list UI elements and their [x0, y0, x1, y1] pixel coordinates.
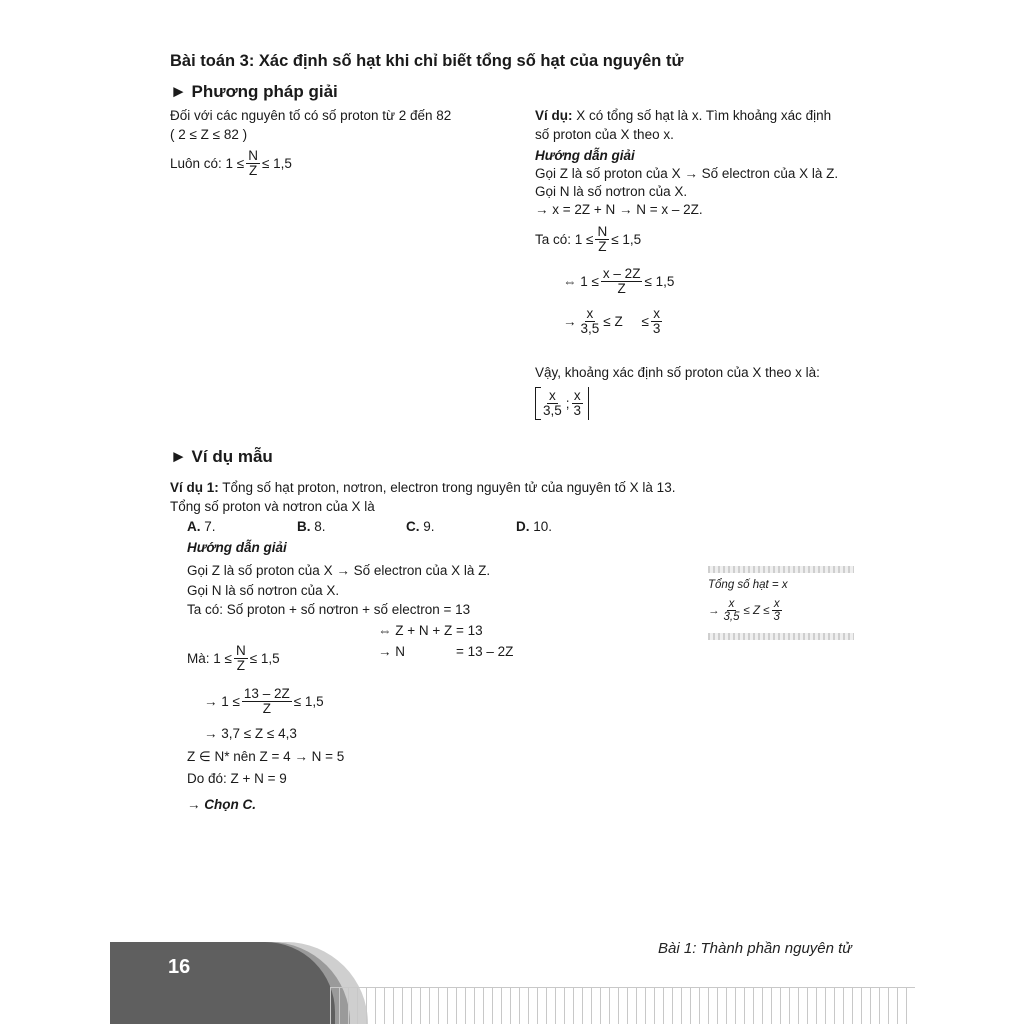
example-taco: [535, 225, 641, 254]
example-step-2: Gọi N là số nơtron của X.: [535, 184, 688, 199]
sample-answer: → Chọn C.: [187, 797, 256, 812]
s6-den: Z: [262, 701, 271, 716]
ma-suffix: ≤ 1,5: [249, 651, 280, 666]
interval-den-2: 3: [573, 403, 582, 418]
option-c-letter: C.: [406, 519, 420, 534]
page-number: 16: [168, 956, 191, 978]
sample-step-9: Do đó: Z + N = 9: [187, 771, 287, 786]
interval-den-1: 3,5: [543, 403, 562, 418]
sample-step-5b: = 13 – 2Z: [456, 644, 514, 659]
sidenote-fraction-2: [772, 598, 782, 623]
interval-bracket: [535, 387, 589, 420]
example-step-1: Gọi Z là số proton của X → Số electron của X là Z.: [535, 166, 839, 181]
s6-num: 13 – 2Z: [243, 686, 290, 701]
sidenote-den-2: 3: [773, 611, 780, 623]
taco-fraction: [595, 225, 609, 254]
interval-fraction-1: [541, 389, 564, 418]
ma-prefix: Mà: 1 ≤: [187, 651, 232, 666]
example-question-line-1: [535, 107, 831, 124]
sidenote-prefix: →: [708, 604, 720, 617]
interval-fraction-2: [572, 389, 584, 418]
sidenote-fraction-1: [722, 598, 742, 623]
option-b-letter: B.: [297, 519, 311, 534]
sample-guide-heading: Hướng dẫn giải: [187, 540, 287, 555]
option-d: [516, 518, 552, 535]
footer-shape-dark: [110, 942, 335, 1024]
example-text-1: X có tổng số hạt là x. Tìm khoảng xác định: [572, 108, 832, 123]
eq3-num-2: x: [653, 306, 660, 321]
sample-step-6: [204, 687, 324, 716]
sidenote-num-2: x: [773, 598, 780, 610]
method-inequality: [170, 149, 292, 178]
sample-question-line-1: [170, 479, 675, 496]
chapter-title: Bài 1: Thành phần nguyên tử: [658, 940, 852, 957]
sidenote-den-1: 3,5: [723, 611, 740, 623]
interval-num-1: x: [549, 388, 556, 403]
eq3-num-1: x: [586, 306, 594, 321]
method-line-1: Đối với các nguyên tố có số proton từ 2 đến 82: [170, 108, 452, 123]
eq3-fraction-2: [651, 307, 663, 336]
method-frac-den: Z: [248, 163, 258, 178]
example-text-2: số proton của X theo x.: [535, 127, 674, 142]
eq2-den: Z: [617, 281, 626, 296]
eq2-suffix: ≤ 1,5: [644, 274, 675, 289]
sample-step-8: Z ∈ N* nên Z = 4 → N = 5: [187, 749, 345, 764]
eq3-mid: ≤ Z ≤: [603, 314, 649, 329]
example-guide-heading: Hướng dẫn giải: [535, 148, 635, 163]
method-heading: ► Phương pháp giải: [170, 82, 338, 101]
interval-num-2: x: [573, 388, 581, 403]
sample-heading: ► Ví dụ mẫu: [170, 447, 273, 466]
example-step-3: → x = 2Z + N → N = x – 2Z.: [535, 202, 703, 217]
method-fraction: [246, 149, 260, 178]
sidenote-inequality: [708, 598, 784, 623]
sample-step-7: → 3,7 ≤ Z ≤ 4,3: [204, 726, 297, 741]
ma-den: Z: [236, 658, 245, 673]
taco-suffix: ≤ 1,5: [611, 232, 642, 247]
eq2-prefix: ⇔ 1 ≤: [563, 274, 599, 289]
sample-step-1: Gọi Z là số proton của X → Số electron của X là Z.: [187, 563, 491, 578]
ma-fraction: [234, 644, 248, 673]
method-frac-num: N: [248, 148, 258, 163]
option-a: [187, 518, 216, 535]
sidenote-bottom-border: [708, 633, 854, 640]
example-interval: [535, 387, 589, 420]
sidenote-top-border: [708, 566, 854, 573]
eq3-den-1: 3,5: [580, 321, 600, 336]
option-d-letter: D.: [516, 519, 530, 534]
s6-suffix: ≤ 1,5: [293, 694, 324, 709]
sample-question-text: Tổng số hạt proton, nơtron, electron trong nguyên tử của nguyên tố X là 13.: [218, 480, 676, 495]
sample-ma: [187, 644, 280, 673]
option-b: [297, 518, 326, 535]
sidenote-line-1: Tổng số hạt = x: [708, 579, 788, 591]
sample-question-label: Ví dụ 1:: [170, 480, 219, 495]
page-title: Bài toán 3: Xác định số hạt khi chỉ biết tổng số hạt của nguyên tử: [170, 52, 684, 70]
method-ineq-prefix: Luôn có: 1 ≤: [170, 156, 245, 171]
s6-prefix: → 1 ≤: [204, 694, 240, 709]
option-c-value: 9.: [419, 519, 435, 534]
interval-separator: ;: [565, 396, 570, 411]
option-d-value: 10.: [529, 519, 553, 534]
method-ineq-suffix: ≤ 1,5: [261, 156, 292, 171]
taco-num: N: [597, 224, 608, 239]
sidenote-mid: ≤ Z ≤: [743, 604, 770, 617]
eq3-prefix: →: [563, 314, 577, 329]
option-a-letter: A.: [187, 519, 201, 534]
option-a-value: 7.: [200, 519, 216, 534]
eq3-den-2: 3: [652, 321, 661, 336]
method-line-2: ( 2 ≤ Z ≤ 82 ): [170, 127, 248, 142]
sample-step-5a: → N: [378, 644, 405, 659]
option-b-value: 8.: [310, 519, 326, 534]
eq2-num: x – 2Z: [602, 266, 641, 281]
eq2-fraction: [601, 267, 643, 296]
sample-step-2: Gọi N là số nơtron của X.: [187, 583, 340, 598]
ma-num: N: [235, 643, 246, 658]
example-equation-3: [563, 307, 664, 336]
eq3-fraction-1: [579, 307, 602, 336]
sidenote-num-1: x: [728, 598, 735, 610]
taco-den: Z: [598, 239, 607, 254]
option-c: [406, 518, 435, 535]
sample-step-3: Ta có: Số proton + số nơtron + số electron = 13: [187, 602, 471, 617]
example-conclusion: Vậy, khoảng xác định số proton của X theo x là:: [535, 365, 820, 380]
example-equation-2: [563, 267, 674, 296]
footer-stripes: [330, 988, 915, 1024]
taco-prefix: Ta có: 1 ≤: [535, 232, 594, 247]
sample-question-line-2: Tổng số proton và nơtron của X là: [170, 499, 375, 514]
s6-fraction: [242, 687, 292, 716]
example-label: Ví dụ:: [535, 108, 573, 123]
sample-step-4: ⇔ Z + N + Z = 13: [378, 623, 483, 638]
